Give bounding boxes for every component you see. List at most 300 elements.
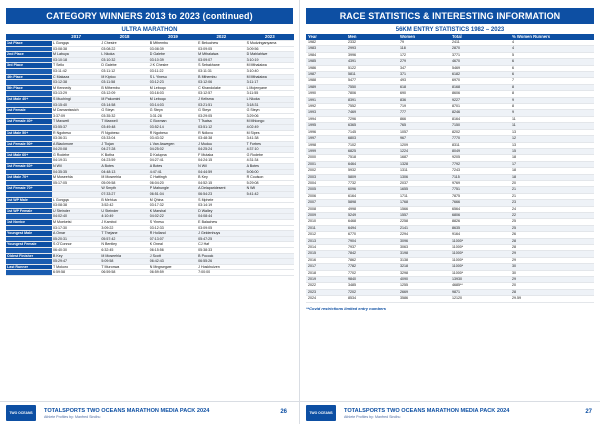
stats-cell: 2016	[306, 257, 346, 263]
stats-cell: 2141	[398, 225, 450, 231]
winner-cell: J Hoskhuizen	[197, 264, 245, 270]
stats-cell: 4685**	[450, 283, 510, 289]
year-header: 2019	[149, 34, 197, 41]
winner-cell: 04:02:40	[52, 214, 100, 220]
stats-cell: 9840	[346, 277, 398, 283]
winner-cell: L Van Aswegen	[149, 141, 197, 147]
winner-cell: G Rodebe	[52, 152, 100, 158]
winner-cell: B Mthembu	[197, 74, 245, 80]
stats-cell: 1687	[398, 155, 450, 161]
stats-cell: 8246	[450, 110, 510, 116]
winner-cell: L Gongqa	[52, 197, 100, 203]
stats-cell: 618	[398, 84, 450, 90]
winner-cell: 04:02:22	[149, 214, 197, 220]
footer-title: TOTALSPORTS TWO OCEANS MARATHON MEDIA PACK 2024	[344, 407, 510, 414]
winner-cell: M Moseehla	[100, 253, 148, 259]
stats-cell: 9	[510, 97, 594, 103]
winner-cell: 5:06:00	[246, 169, 294, 175]
stats-cell: 1991	[306, 97, 346, 103]
winner-cell: G Steyn	[197, 108, 245, 114]
stats-cell: 2258	[398, 219, 450, 225]
stats-cell: 6	[510, 72, 594, 78]
winner-cell: R Ndlovu	[197, 130, 245, 136]
stats-cell: 3298	[398, 270, 450, 276]
stats-cell: 7550	[346, 84, 398, 90]
winner-cell: 03:36:31	[52, 136, 100, 142]
stats-cell: 3096	[398, 238, 450, 244]
winner-cell: K Marshal	[149, 208, 197, 214]
stats-cell: 1995	[306, 123, 346, 129]
winner-cell: C Hattingh	[149, 175, 197, 181]
stats-cell: 11	[510, 123, 594, 129]
winner-cell: 03:10:39	[149, 57, 197, 63]
stats-cell: 8826	[450, 219, 510, 225]
winner-cell: 07:33:27	[100, 192, 148, 198]
winner-cell: 03:11:12	[100, 68, 148, 74]
winner-cell: 03:52:14	[149, 124, 197, 130]
winner-cell: 06:04:20	[149, 180, 197, 186]
winner-cell: G Steyn	[149, 108, 197, 114]
stats-cell: 12	[510, 136, 594, 142]
stats-cell: 1982	[306, 40, 346, 46]
stats-cell: 7552	[346, 104, 398, 110]
stats-cell: 2993	[346, 46, 398, 52]
winner-cell: 3:09:22	[100, 225, 148, 231]
winner-cell: G Steyn	[100, 108, 148, 114]
stats-cell: 2011	[306, 225, 346, 231]
winner-cell: 03:12:06	[197, 80, 245, 86]
stats-cell: 371	[398, 72, 450, 78]
winner-cell: M Mthalaiwa	[246, 63, 294, 69]
race-statistics-header: RACE STATISTICS & INTERESTING INFORMATION	[306, 8, 594, 24]
winner-cell: 03:11:42	[52, 68, 100, 74]
category-label: Oldest Finisher	[6, 253, 52, 259]
stats-column-header: Men	[346, 34, 398, 40]
winner-cell: U Steinder	[52, 208, 100, 214]
winner-cell: R Holland	[149, 231, 197, 237]
stats-cell: 18	[510, 174, 594, 180]
stats-cell: 3138	[398, 257, 450, 263]
winner-cell: M Moseehla	[52, 175, 100, 181]
winner-cell: M Labuya	[52, 52, 100, 58]
stats-cell: 172	[398, 52, 450, 58]
winner-cell: M Sipes	[246, 130, 294, 136]
stats-cell: 2037	[398, 180, 450, 186]
stats-cell: 6365	[346, 123, 398, 129]
winner-cell: 04:52:15	[197, 180, 245, 186]
winner-cell: M Moseehla	[100, 175, 148, 181]
stats-cell: 2005	[306, 187, 346, 193]
winner-cell: 5:09:58	[100, 259, 148, 265]
winner-cell: U Steinder	[100, 208, 148, 214]
winner-cell: A Delaparidesent	[197, 186, 245, 192]
winner-cell: 03:11:58	[100, 80, 148, 86]
winner-cell: 03:15:40	[52, 102, 100, 108]
winner-cell: 04:24:15	[197, 158, 245, 164]
winner-cell: 03:33:04	[100, 136, 148, 142]
footer-subtitle: Athlete Profiles by: Manfred Sindhu	[344, 414, 401, 419]
winner-cell: 04:19:31	[52, 158, 100, 164]
winner-cell: D Galebe	[149, 52, 197, 58]
category-label: 1st Female 70+	[6, 186, 52, 192]
category-label: 5th Place	[6, 85, 52, 91]
stats-cell: 2022	[306, 283, 346, 289]
stats-cell: 7145	[346, 129, 398, 135]
category-label: 1st Place	[6, 41, 52, 47]
stats-cell: 28	[510, 245, 594, 251]
stats-cell: 1655	[398, 187, 450, 193]
winner-cell: M Moeketsi	[52, 220, 100, 226]
stats-cell: 8606	[450, 91, 510, 97]
winner-cell: J Kelisma	[197, 96, 245, 102]
stats-cell: 2014	[306, 245, 346, 251]
winner-cell: P Mahungle	[149, 186, 197, 192]
winner-cell: B Key	[197, 175, 245, 181]
stats-cell: 13930	[450, 277, 510, 283]
stats-cell: 5249	[346, 212, 398, 218]
stats-cell: 1999	[306, 148, 346, 154]
winner-cell: S Mudzinganyama	[246, 41, 294, 47]
stats-column-header: Year	[306, 34, 346, 40]
stats-cell: 9769	[450, 180, 510, 186]
stats-cell: 6	[510, 59, 594, 65]
stats-cell: 6464	[346, 161, 398, 167]
stats-cell: 118	[398, 46, 450, 52]
stats-cell: 2012	[306, 232, 346, 238]
stats-cell: 4	[510, 46, 594, 52]
year-header: 2022	[197, 34, 245, 41]
stats-cell: 2004	[306, 180, 346, 186]
two-oceans-logo: TWO OCEANS	[6, 405, 36, 421]
winner-cell: S Mphele	[197, 197, 245, 203]
entry-statistics-subheader: 56KM ENTRY STATISTICS 1982 – 2023	[395, 27, 505, 33]
winner-cell: D Galebe	[100, 63, 148, 69]
stats-cell: 15	[510, 148, 594, 154]
stats-cell: 2000	[306, 155, 346, 161]
stats-cell: 1996	[306, 129, 346, 135]
winner-cell: M Kiptoo	[100, 74, 148, 80]
stats-cell: 1566	[398, 206, 450, 212]
stats-cell: 2018	[306, 270, 346, 276]
stats-column-header: % Women Runners	[510, 34, 594, 40]
winner-cell: 04:27:28	[100, 147, 148, 153]
stats-cell: 18	[510, 168, 594, 174]
stats-cell: 20	[510, 180, 594, 186]
stats-cell: 3218	[398, 264, 450, 270]
stats-cell: 5898	[346, 200, 398, 206]
stats-cell: 7115	[450, 174, 510, 180]
year-header: 2018	[100, 34, 148, 41]
winner-cell: A Botes	[149, 164, 197, 170]
winner-cell: J K Chesire	[149, 63, 197, 69]
winner-cell: R Ngobeso	[100, 130, 148, 136]
stats-cell: 8391	[346, 97, 398, 103]
winner-cell: 3:10:19	[246, 57, 294, 63]
winner-cell: 03:12:23	[149, 80, 197, 86]
category-label: 1st Male 40+	[6, 96, 52, 102]
stats-cell: 5811	[346, 72, 398, 78]
stats-cell: 11000*	[450, 245, 510, 251]
stats-cell: 21	[510, 187, 594, 193]
stats-cell: 719	[398, 104, 450, 110]
winner-cell: 04:08:44	[197, 214, 245, 220]
winner-cell: N Wil	[197, 164, 245, 170]
winner-cell: 03:10:18	[52, 57, 100, 63]
winner-cell: 03:12:57	[197, 91, 245, 97]
stats-cell: 7666	[450, 200, 510, 206]
category-label	[6, 270, 52, 276]
winner-cell: 05:20:31	[52, 236, 100, 242]
stats-cell: 7	[510, 78, 594, 84]
stats-cell: 7875	[450, 193, 510, 199]
category-label: 1st Male 50+	[6, 130, 52, 136]
stats-cell: 30	[510, 270, 594, 276]
winner-cell: T Maxwell	[100, 119, 148, 125]
stats-cell: 1224	[398, 148, 450, 154]
winner-cell: 05:29:47	[52, 259, 100, 265]
winner-cell: J Tlojan	[100, 141, 148, 147]
stats-cell: 3996	[346, 52, 398, 58]
stats-cell: 11000*	[450, 238, 510, 244]
winner-cell: L Nkoka	[246, 96, 294, 102]
stats-cell: 7702	[346, 270, 398, 276]
stats-cell: 7469	[346, 110, 398, 116]
stats-cell: 2023	[306, 289, 346, 295]
stats-cell: 7150	[450, 123, 510, 129]
winner-cell: 03:09:05	[197, 46, 245, 52]
stats-cell: 6803	[346, 136, 398, 142]
winner-cell: 04:25:02	[149, 147, 197, 153]
stats-cell: 2013	[306, 238, 346, 244]
winner-cell: C Khandolake	[197, 85, 245, 91]
stats-cell: 5809	[346, 174, 398, 180]
stats-cell: 13	[510, 142, 594, 148]
winner-cell: 03:48:38	[197, 136, 245, 142]
stats-cell: 9227	[450, 97, 510, 103]
winner-cell: 03:08:39	[149, 46, 197, 52]
winner-cell: 3:11:55	[246, 91, 294, 97]
stats-cell: 2669	[398, 289, 450, 295]
winner-cell: W Smyth	[100, 186, 148, 192]
winner-cell: J Scott	[149, 253, 197, 259]
stats-cell: 7732	[346, 180, 398, 186]
winner-cell: D Walley	[197, 208, 245, 214]
stats-cell: 7751	[450, 187, 510, 193]
winner-cell: 3:52:42	[100, 203, 148, 209]
stats-cell: 3063	[398, 245, 450, 251]
stats-cell: 279	[398, 59, 450, 65]
winner-cell: 05:17:05	[52, 180, 100, 186]
stats-cell: 9164	[450, 232, 510, 238]
winner-cell: K Botha	[100, 152, 148, 158]
winner-cell: L Gongqa	[52, 41, 100, 47]
stats-cell: 9205	[450, 155, 510, 161]
stats-cell: 2007	[306, 200, 346, 206]
category-label: Youngest Male	[6, 231, 52, 237]
winner-cell: 3:37:09	[52, 113, 100, 119]
winner-cell: 4:10:49	[100, 214, 148, 220]
stats-cell: 5	[510, 52, 594, 58]
stats-cell: 1987	[306, 72, 346, 78]
winner-cell: 4:47:41	[149, 169, 197, 175]
stats-cell: 29	[510, 277, 594, 283]
winner-cell: 03:29:05	[197, 113, 245, 119]
winner-cell: S Muchingi	[52, 96, 100, 102]
winner-cell: 3:11:17	[246, 80, 294, 86]
category-label: Youngest Female	[6, 242, 52, 248]
winner-cell: 06:51:04	[149, 192, 197, 198]
page-number: 27	[585, 409, 592, 415]
stats-cell: 2009	[306, 212, 346, 218]
winner-cell: 06:15:56	[149, 247, 197, 253]
stats-cell: 1311	[398, 168, 450, 174]
winner-cell: 3:18:31	[246, 102, 294, 108]
stats-column-header: Total	[450, 34, 510, 40]
winner-cell: D Kalupna	[149, 152, 197, 158]
stats-cell: 1993	[306, 110, 346, 116]
stats-cell: 2003	[306, 174, 346, 180]
stats-cell: 765	[398, 123, 450, 129]
stats-cell: 8635	[450, 225, 510, 231]
winner-cell: A Omar	[52, 231, 100, 237]
stats-cell: 1985	[306, 59, 346, 65]
stats-cell: 1255	[398, 283, 450, 289]
winner-cell: M Leboqo	[149, 85, 197, 91]
winner-cell: 03:16:03	[149, 91, 197, 97]
winner-cell: 03:08:22	[100, 46, 148, 52]
stats-cell: 6970	[450, 78, 510, 84]
stats-cell: 6494	[346, 225, 398, 231]
winner-cell: R Ngobeso	[149, 130, 197, 136]
stats-cell: 1990	[306, 91, 346, 97]
winner-cell: 03:11:31	[197, 68, 245, 74]
winner-cell: 05:09:58	[100, 180, 148, 186]
category-label: Last Runner	[6, 264, 52, 270]
stats-cell: 2001	[306, 161, 346, 167]
stats-cell: 7296	[346, 116, 398, 122]
year-header: 2023	[246, 34, 294, 41]
stats-cell: 777	[398, 110, 450, 116]
stats-cell: 1711	[398, 193, 450, 199]
winner-cell: K Oneal	[149, 242, 197, 248]
winner-cell: C Makaza	[52, 74, 100, 80]
category-label: 3rd Place	[6, 63, 52, 69]
winner-cell: C Boxman	[149, 119, 197, 125]
winner-cell: A Botes	[100, 164, 148, 170]
ultra-marathon-subheader: ULTRA MARATHON	[121, 27, 178, 33]
stats-cell: 2010	[306, 219, 346, 225]
category-winners-table	[6, 34, 294, 276]
winner-cell: 03:10:32	[100, 57, 148, 63]
winner-cell: N Wil	[52, 164, 100, 170]
winner-cell: 03:13:29	[52, 91, 100, 97]
stats-cell: 2411	[450, 40, 510, 46]
stats-cell: 23	[510, 200, 594, 206]
stats-cell: 5122	[346, 65, 398, 71]
stats-cell: 967	[398, 136, 450, 142]
stats-cell: 866	[398, 116, 450, 122]
stats-cell: 17	[510, 161, 594, 167]
stats-cell: 29.59	[510, 296, 594, 302]
winner-cell: E Balachew	[197, 220, 245, 226]
stats-cell: 21	[510, 193, 594, 199]
winner-cell: 03:12:38	[52, 80, 100, 86]
winner-cell: B Key	[52, 253, 100, 259]
stats-cell: 8168	[450, 84, 510, 90]
stats-cell: 1997	[306, 136, 346, 142]
stats-cell: 79	[398, 40, 450, 46]
stats-cell: 6564	[450, 206, 510, 212]
stats-cell: 29	[510, 257, 594, 263]
stats-cell: 8049	[450, 148, 510, 154]
stats-cell: 7782	[346, 264, 398, 270]
stats-cell: 7770	[450, 136, 510, 142]
stats-cell: 3586	[398, 296, 450, 302]
stats-cell: 26	[510, 232, 594, 238]
stats-cell: 2002	[306, 168, 346, 174]
stats-cell: 8701	[450, 104, 510, 110]
winner-cell: T Muronwa	[100, 264, 148, 270]
winner-cell: T Thejane	[100, 231, 148, 237]
winner-cell: 04:20:08	[52, 147, 100, 153]
winner-row	[6, 270, 294, 276]
stats-cell: 28	[510, 238, 594, 244]
category-label: 1st Female	[6, 108, 52, 114]
stats-cell: 5477	[346, 78, 398, 84]
stats-cell: 29	[510, 251, 594, 257]
winner-cell: 05:47:25	[197, 236, 245, 242]
winner-cell: 03:14:03	[149, 102, 197, 108]
stats-cell: 22	[510, 212, 594, 218]
winner-cell: 04:44:59	[197, 169, 245, 175]
winner-cell: 3:41:38	[246, 136, 294, 142]
entry-statistics-table	[306, 34, 594, 303]
winner-cell: 04:48:13	[100, 169, 148, 175]
winner-cell: 06:40:30	[52, 247, 100, 253]
category-label: 4th Place	[6, 74, 52, 80]
stats-cell: 8	[510, 104, 594, 110]
winner-cell: 3:29:06	[246, 113, 294, 119]
stats-cell: 347	[398, 65, 450, 71]
stats-cell: 30	[510, 264, 594, 270]
winner-cell: 04:27:41	[149, 158, 197, 164]
winner-cell: 06:42:43	[149, 259, 197, 265]
category-label: 1st Female 60+	[6, 164, 52, 170]
winner-cell: M Mthalaiwa	[246, 74, 294, 80]
stats-cell: 1989	[306, 84, 346, 90]
winner-cell: T Forbes	[246, 141, 294, 147]
stats-cell: 6164	[346, 193, 398, 199]
stats-cell: 20	[510, 283, 594, 289]
stats-cell: 4090	[398, 277, 450, 283]
stats-cell: 4	[510, 40, 594, 46]
footer-title: TOTALSPORTS TWO OCEANS MARATHON MEDIA PACK 2024	[44, 407, 210, 414]
winner-cell: A Blackmore	[52, 141, 100, 147]
winner-cell: 03:17:30	[52, 225, 100, 231]
category-label: 1st Novice	[6, 220, 52, 226]
winner-cell: 05:38:33	[197, 247, 245, 253]
stats-cell: 4670	[450, 59, 510, 65]
footer-subtitle: Athlete Profiles by: Manfred Sindhu	[44, 414, 101, 419]
stats-cell: 25	[510, 219, 594, 225]
stats-cell: 12120	[450, 296, 510, 302]
winner-cell: 03:08:38	[52, 203, 100, 209]
winner-cell: 06:54:23	[197, 192, 245, 198]
stats-cell: 6	[510, 65, 594, 71]
stats-cell: 1306	[398, 174, 450, 180]
stats-cell: 8202	[450, 129, 510, 135]
winner-cell: 07:13:07	[149, 236, 197, 242]
